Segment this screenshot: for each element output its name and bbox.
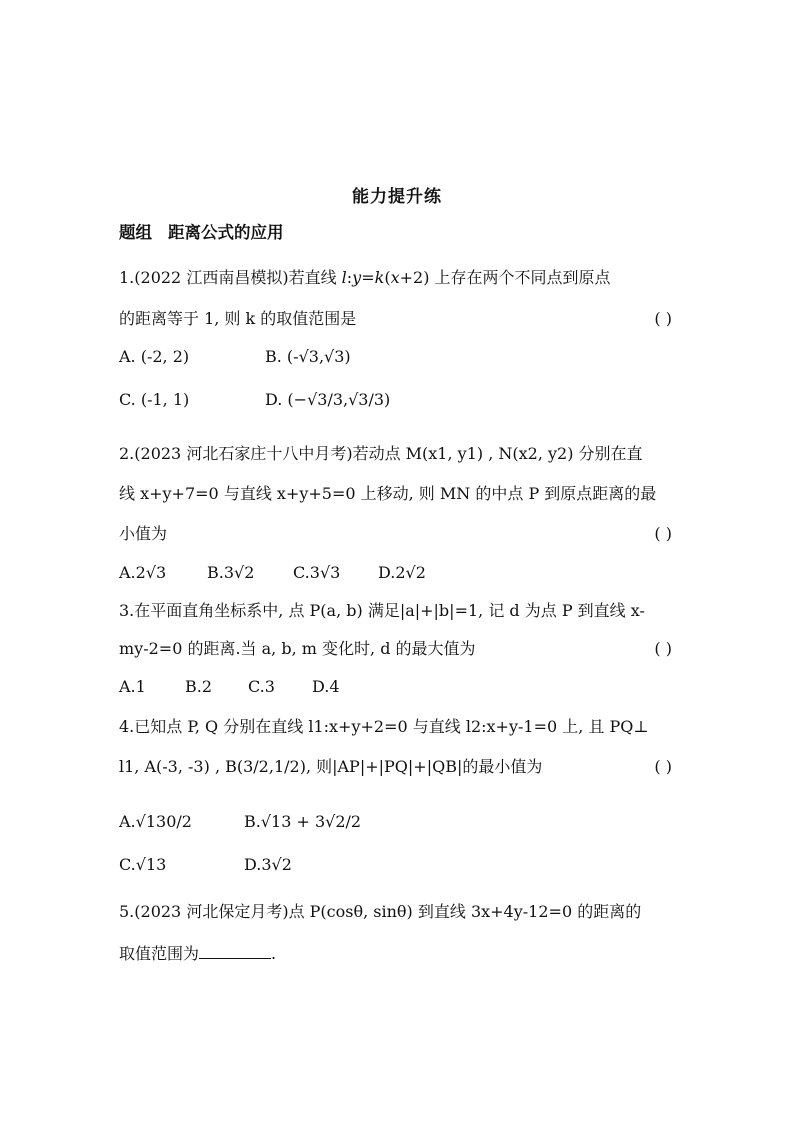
q1-option-c: C. (-1, 1) xyxy=(119,390,190,409)
q5-line2: 取值范围为 . xyxy=(119,944,277,963)
q4-option-a: A.√130/2 xyxy=(119,812,192,831)
q4-answer-paren: ( ) xyxy=(654,757,672,776)
q3-option-a: A.1 xyxy=(119,677,146,696)
q1-option-a: A. (-2, 2) xyxy=(119,347,190,366)
q3-line1: 3.在平面直角坐标系中, 点 P(a, b) 满足|a|+|b|=1, 记 d 为点 P 到直线 x- xyxy=(119,601,645,620)
q3-answer-paren: ( ) xyxy=(654,639,672,658)
page-title: 能力提升练 xyxy=(352,187,442,207)
q1-source: (2022 江西南昌模拟) xyxy=(134,268,289,287)
q2-option-a: A.2√3 xyxy=(119,563,167,582)
q3-option-c: C.3 xyxy=(248,677,275,696)
q2-line1: 2.(2023 河北石家庄十八中月考)若动点 M(x1, y1) , N(x2, y2) 分别在直 xyxy=(119,444,643,463)
q2-option-b: B.3√2 xyxy=(207,563,255,582)
q1-line2: 的距离等于 1, 则 k 的取值范围是 xyxy=(119,309,357,328)
q5-answer-blank[interactable] xyxy=(199,944,271,959)
q3-option-b: B.2 xyxy=(185,677,213,696)
section-name: 距离公式的应用 xyxy=(168,223,284,242)
q4-option-d: D.3√2 xyxy=(244,855,292,874)
q1-option-b: B. (-√3,√3) xyxy=(265,347,351,366)
q4-line1: 4.已知点 P, Q 分别在直线 l1:x+y+2=0 与直线 l2:x+y-1=0 上, 且 PQ⊥ xyxy=(119,717,649,736)
section-label: 题组 xyxy=(119,223,152,242)
q2-option-c: C.3√3 xyxy=(293,563,341,582)
q2-option-d: D.2√2 xyxy=(378,563,426,582)
q2-line2: 线 x+y+7=0 与直线 x+y+5=0 上移动, 则 MN 的中点 P 到原点距离的最 xyxy=(119,484,657,503)
q2-source: (2023 河北石家庄十八中月考) xyxy=(134,444,353,463)
q3-option-d: D.4 xyxy=(312,677,340,696)
q4-line2: l1, A(-3, -3) , B(3/2,1/2), 则|AP|+|PQ|+|QB|的最小值为 xyxy=(119,757,543,776)
q4-option-b: B.√13 + 3√2/2 xyxy=(244,812,362,831)
q4-option-c: C.√13 xyxy=(119,855,167,874)
q3-line2: my-2=0 的距离.当 a, b, m 变化时, d 的最大值为 xyxy=(119,639,476,658)
q1-answer-paren: ( ) xyxy=(654,309,672,328)
q5-line1: 5.(2023 河北保定月考)点 P(cosθ, sinθ) 到直线 3x+4y-12=0 的距离的 xyxy=(119,902,642,921)
q1-line1: 1.(2022 江西南昌模拟)若直线 l:y=k(x+2) 上存在两个不同点到原点 xyxy=(119,268,611,287)
q5-source: (2023 河北保定月考) xyxy=(134,902,289,921)
section-heading xyxy=(119,219,284,243)
q2-line3: 小值为 xyxy=(119,524,168,543)
q1-option-d: D. (−√3/3,√3/3) xyxy=(265,390,391,409)
q2-answer-paren: ( ) xyxy=(654,524,672,543)
